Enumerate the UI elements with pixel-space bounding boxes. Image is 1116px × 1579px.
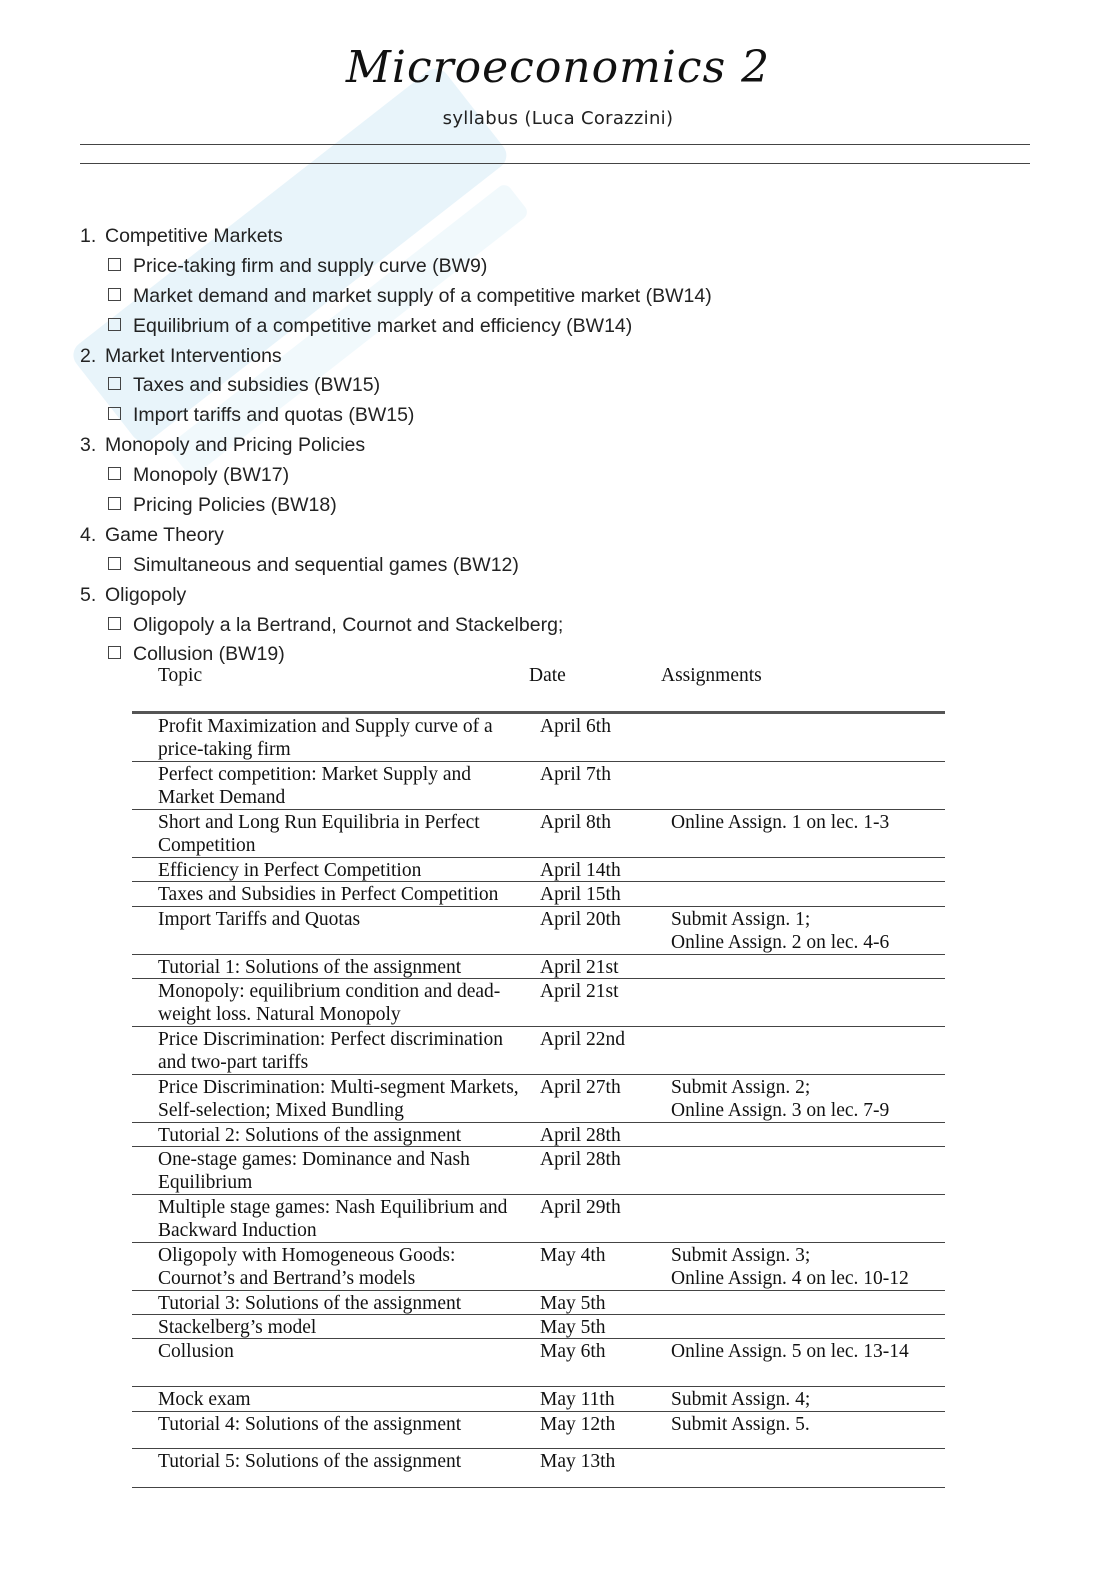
outline-topic-title: Market Interventions [105, 344, 282, 367]
outline-subtopic-label: Price-taking firm and supply curve (BW9) [133, 254, 488, 277]
table-row [132, 881, 945, 907]
row-topic-cell: Short and Long Run Equilibria in Perfect Competition [158, 812, 480, 856]
row-date-cell: April 8th [540, 812, 611, 833]
row-date-cell: May 13th [540, 1451, 616, 1472]
row-topic-cell: Price Discrimination: Perfect discrimination and two-part tariffs [158, 1029, 503, 1073]
checkbox-bullet-icon [108, 557, 121, 570]
outline-subtopic [80, 312, 712, 342]
row-topic-cell: Tutorial 5: Solutions of the assignment [158, 1451, 462, 1472]
outline-topic [80, 521, 712, 551]
row-date-cell: April 22nd [540, 1029, 626, 1050]
table-row [132, 809, 945, 858]
table-row [132, 1146, 945, 1195]
table-row [132, 857, 945, 882]
outline-subtopic [80, 551, 712, 581]
row-date-cell: April 28th [540, 1149, 621, 1170]
outline-subtopic-label: Import tariffs and quotas (BW15) [133, 404, 415, 427]
table-row [132, 1122, 945, 1147]
outline-subtopic-label: Collusion (BW19) [133, 643, 285, 666]
row-topic-cell: Mock exam [158, 1389, 251, 1410]
outline-subtopic [80, 282, 712, 312]
header-rule-top [80, 144, 1030, 145]
row-assignment-cell: Submit Assign. 2; Online Assign. 3 on lec. 7-9 [671, 1077, 890, 1121]
row-assignment-cell: Submit Assign. 4; [671, 1389, 811, 1410]
outline-subtopic [80, 371, 712, 401]
row-topic-cell: Profit Maximization and Supply curve of a price-taking firm [158, 716, 493, 760]
outline-topic-number: 5. [80, 583, 97, 606]
row-date-cell: April 21st [540, 981, 619, 1002]
outline-subtopic [80, 461, 712, 491]
row-assignment-cell: Online Assign. 5 on lec. 13-14 [671, 1341, 909, 1362]
row-topic-cell: Efficiency in Perfect Competition [158, 860, 422, 881]
checkbox-bullet-icon [108, 318, 121, 331]
row-topic-cell: Tutorial 3: Solutions of the assignment [158, 1293, 462, 1314]
outline-subtopic [80, 252, 712, 282]
row-date-cell: May 4th [540, 1245, 606, 1266]
outline-topic-title: Competitive Markets [105, 225, 283, 247]
row-topic-cell: Tutorial 1: Solutions of the assignment [158, 957, 462, 978]
checkbox-bullet-icon [108, 646, 121, 659]
outline-subtopic-label: Oligopoly a la Bertrand, Cournot and Stackelberg; [133, 613, 564, 636]
row-date-cell: May 5th [540, 1293, 606, 1314]
outline-topic-number: 3. [80, 434, 97, 457]
table-row [132, 1411, 945, 1449]
outline-topic [80, 431, 712, 461]
row-date-cell: April 14th [540, 860, 621, 881]
row-date-cell: April 21st [540, 957, 619, 978]
row-topic-cell: Import Tariffs and Quotas [158, 909, 361, 930]
row-topic-cell: Stackelberg’s model [158, 1317, 317, 1338]
outline-subtopic-label: Taxes and subsidies (BW15) [133, 374, 381, 397]
table-row [132, 954, 945, 979]
row-date-cell: April 28th [540, 1125, 621, 1146]
table-row [132, 1026, 945, 1075]
row-date-cell: April 29th [540, 1197, 621, 1218]
outline-topic-title: Game Theory [105, 523, 224, 546]
row-topic-cell: Oligopoly with Homogeneous Goods: Cournot’s and Bertrand’s models [158, 1245, 456, 1289]
document-subtitle: syllabus (Luca Corazzini) [442, 108, 674, 129]
table-row [132, 906, 945, 955]
row-date-cell: April 20th [540, 909, 621, 930]
row-date-cell: April 7th [540, 764, 611, 785]
outline-topic-number: 2. [80, 344, 97, 367]
outline-subtopic-label: Equilibrium of a competitive market and efficiency (BW14) [133, 314, 633, 337]
row-assignment-cell: Submit Assign. 1; Online Assign. 2 on lec. 4-6 [671, 909, 890, 953]
row-date-cell: April 15th [540, 884, 621, 905]
outline-subtopic [80, 491, 712, 521]
row-assignment-cell: Online Assign. 1 on lec. 1-3 [671, 812, 890, 833]
row-date-cell: May 12th [540, 1414, 616, 1435]
checkbox-bullet-icon [108, 377, 121, 390]
checkbox-bullet-icon [108, 258, 121, 271]
row-assignment-cell: Submit Assign. 3; Online Assign. 4 on lec. 10-12 [671, 1245, 909, 1289]
outline-topic-title: Oligopoly [105, 583, 187, 606]
checkbox-bullet-icon [108, 617, 121, 630]
column-header-topic: Topic [158, 665, 203, 686]
row-topic-cell: Collusion [158, 1341, 234, 1362]
row-topic-cell: Price Discrimination: Multi-segment Markets, Self-selection; Mixed Bundling [158, 1077, 519, 1121]
row-date-cell: May 5th [540, 1317, 606, 1338]
column-header-assignments: Assignments [661, 665, 762, 686]
table-row [132, 1242, 945, 1291]
outline-subtopic [80, 401, 712, 431]
row-topic-cell: Taxes and Subsidies in Perfect Competition [158, 884, 499, 905]
document-title: Microeconomics 2 [345, 42, 771, 93]
table-row [132, 1448, 945, 1488]
table-row [132, 1338, 945, 1387]
row-topic-cell: Tutorial 2: Solutions of the assignment [158, 1125, 462, 1146]
table-row [132, 1290, 945, 1315]
table-row [132, 978, 945, 1027]
outline-subtopic-label: Simultaneous and sequential games (BW12) [133, 553, 519, 576]
table-row [132, 1314, 945, 1339]
table-row [132, 1194, 945, 1243]
checkbox-bullet-icon [108, 288, 121, 301]
outline-topic-title: Monopoly and Pricing Policies [105, 434, 366, 457]
outline-subtopic [80, 611, 712, 641]
row-topic-cell: Multiple stage games: Nash Equilibrium and Backward Induction [158, 1197, 508, 1241]
checkbox-bullet-icon [108, 467, 121, 480]
row-date-cell: May 11th [540, 1389, 615, 1410]
table-row [132, 1386, 945, 1412]
checkbox-bullet-icon [108, 407, 121, 420]
row-topic-cell: One-stage games: Dominance and Nash Equilibrium [158, 1149, 470, 1193]
outline-topic-number: 1. [80, 225, 97, 247]
outline-topic-number: 4. [80, 523, 97, 546]
outline-subtopic-label: Pricing Policies (BW18) [133, 494, 337, 517]
outline-subtopic-label: Monopoly (BW17) [133, 464, 290, 487]
outline-topic [80, 342, 712, 372]
row-topic-cell: Monopoly: equilibrium condition and dead-weight loss. Natural Monopoly [158, 981, 501, 1025]
header-rule-bottom [80, 163, 1030, 164]
column-header-date: Date [529, 665, 566, 686]
outline-topic [80, 222, 712, 252]
topic-outline [80, 222, 712, 670]
outline-subtopic-label: Market demand and market supply of a competitive market (BW14) [133, 284, 712, 307]
checkbox-bullet-icon [108, 497, 121, 510]
row-date-cell: April 27th [540, 1077, 621, 1098]
outline-topic [80, 581, 712, 611]
row-topic-cell: Perfect competition: Market Supply and Market Demand [158, 764, 472, 808]
table-row [132, 761, 945, 810]
row-topic-cell: Tutorial 4: Solutions of the assignment [158, 1414, 462, 1435]
table-row [132, 713, 945, 762]
row-assignment-cell: Submit Assign. 5. [671, 1414, 810, 1435]
table-row [132, 1074, 945, 1123]
row-date-cell: April 6th [540, 716, 611, 737]
row-date-cell: May 6th [540, 1341, 606, 1362]
